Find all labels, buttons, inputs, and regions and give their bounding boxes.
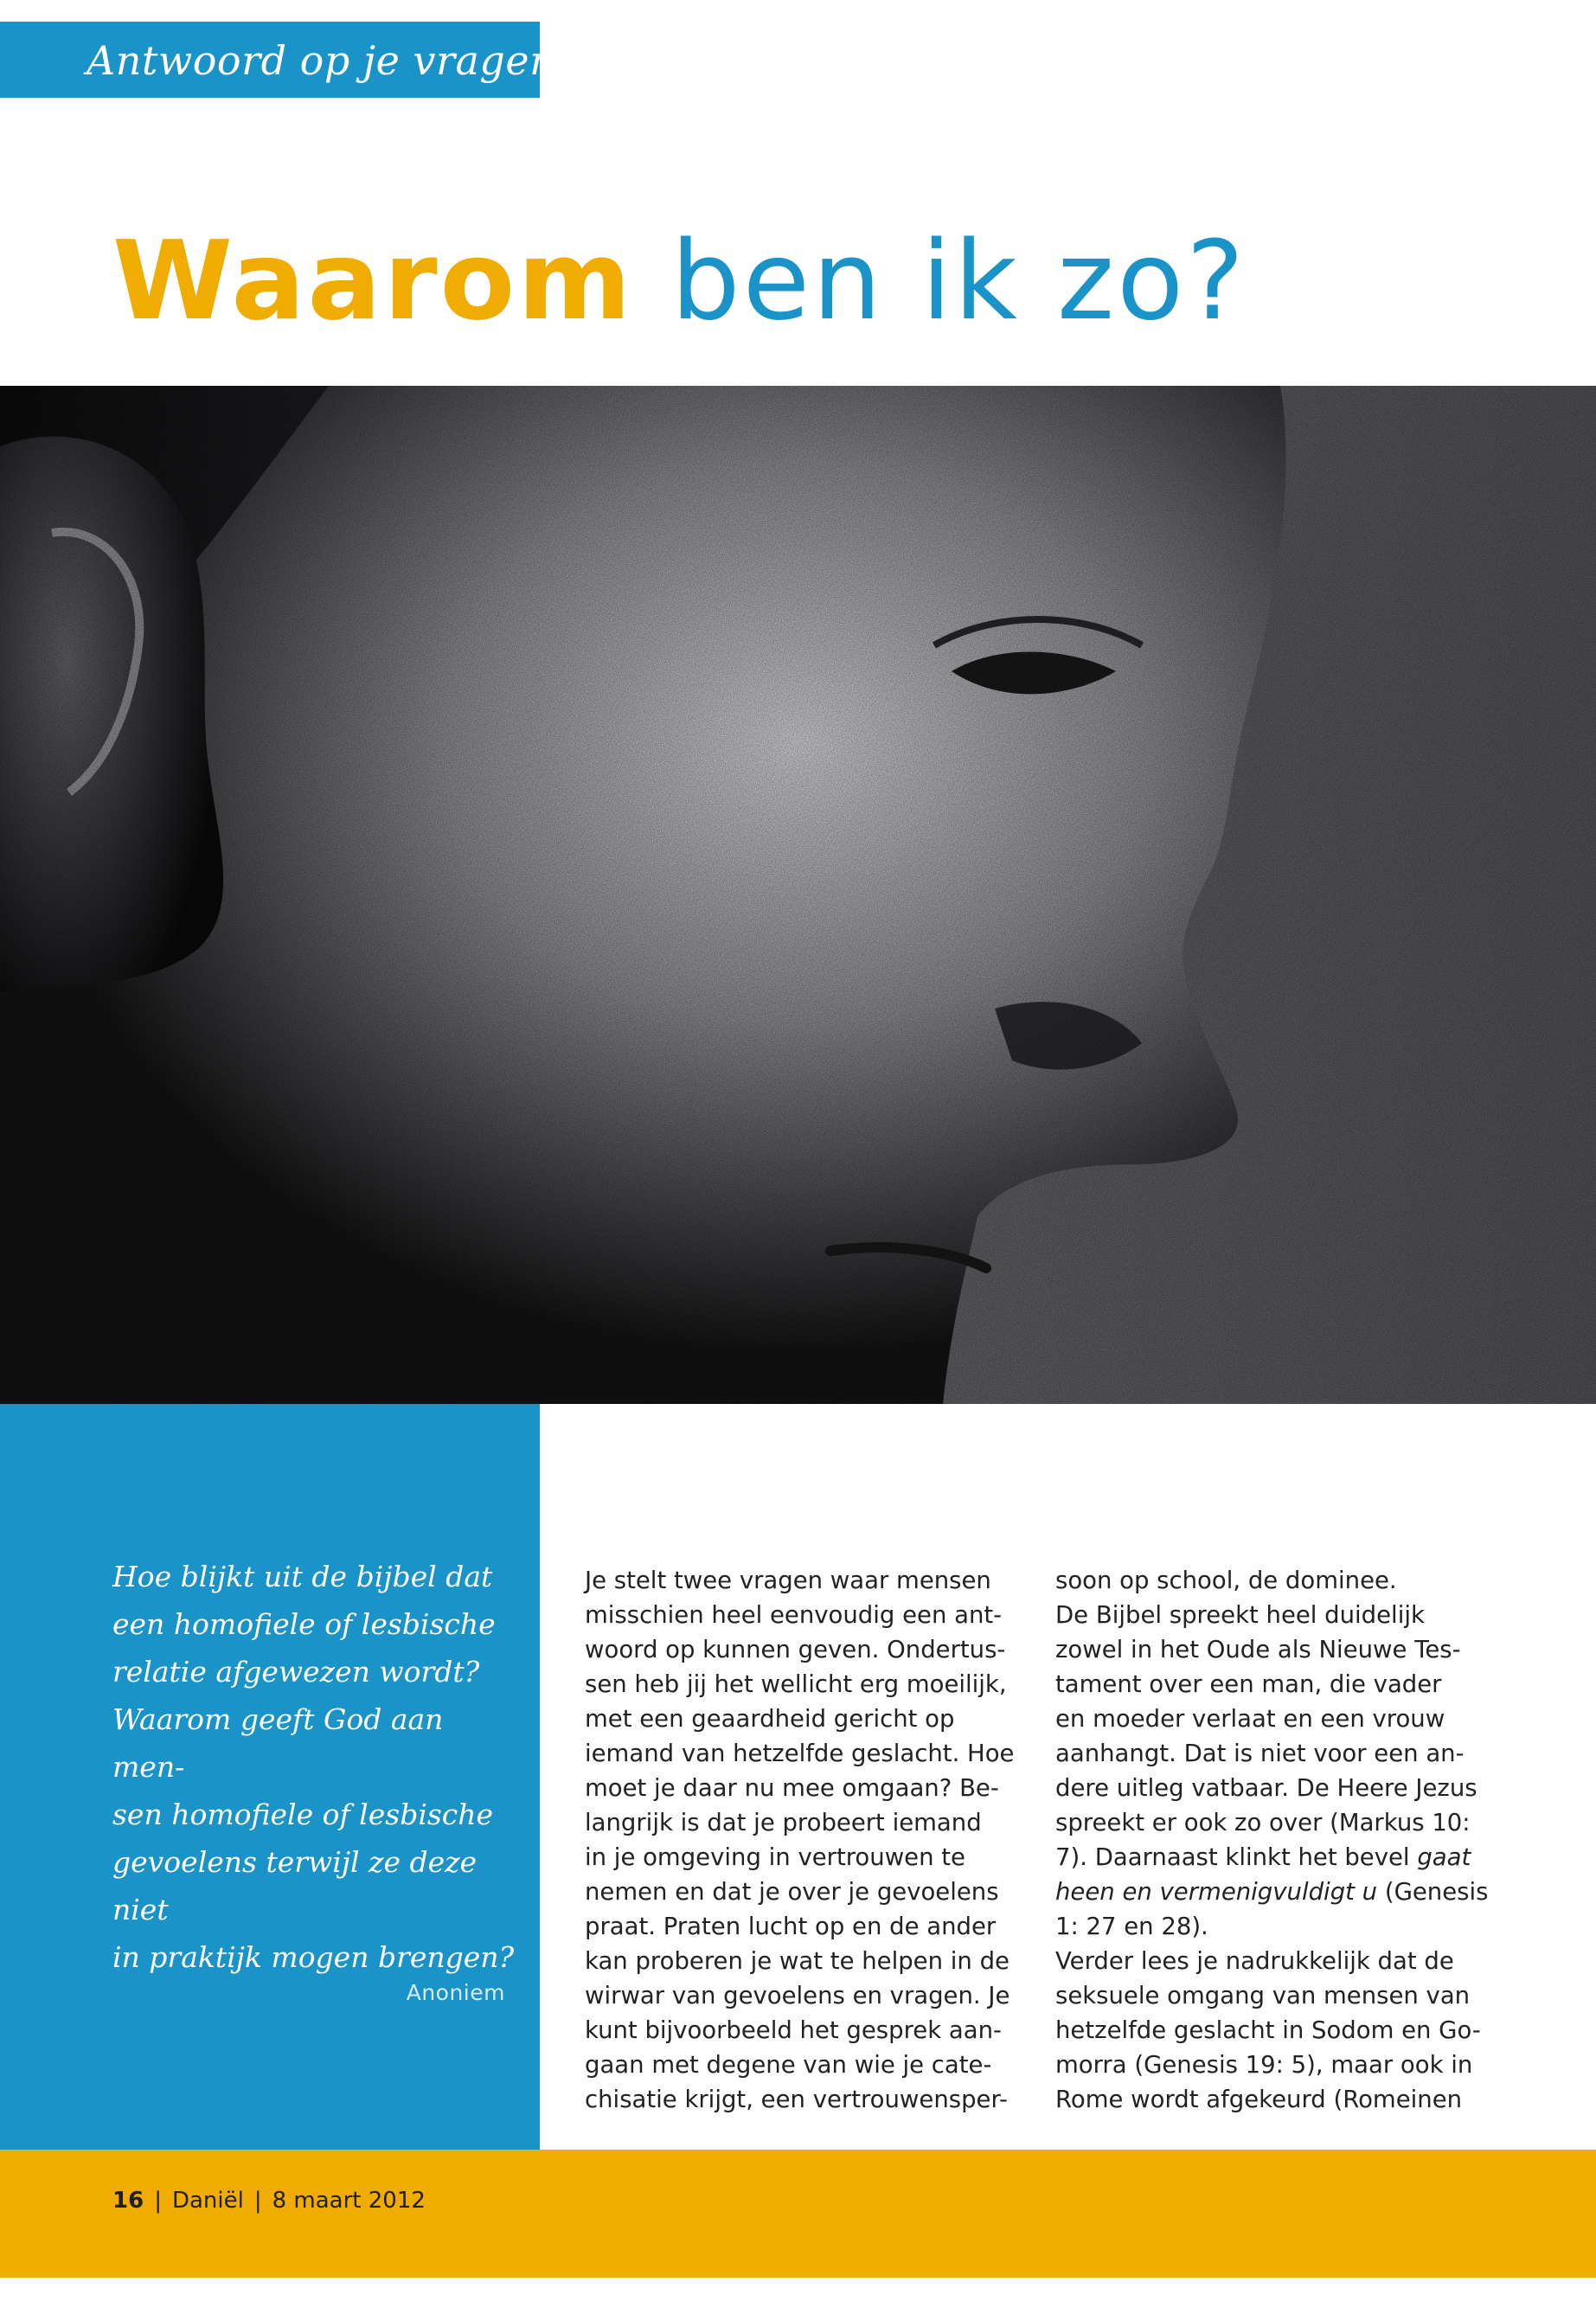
page-title — [112, 217, 1247, 344]
body-line: Verder lees je nadrukkelijk dat de — [1055, 1947, 1454, 1975]
body-line: gaan met degene van wie je cate- — [585, 2051, 992, 2079]
folio — [112, 2188, 426, 2214]
reader-question-panel — [0, 1404, 540, 2150]
body-line: praat. Praten lucht op en de ander — [585, 1913, 997, 1940]
question-line: in praktijk mogen brengen? — [112, 1940, 515, 1974]
issue-date: 8 maart 2012 — [272, 2188, 426, 2214]
body-line: morra (Genesis 19: 5), maar ook in — [1055, 2051, 1473, 2079]
question-line: Waarom geeft God aan men- — [112, 1702, 444, 1784]
portrait-illustration — [0, 386, 1596, 1404]
body-text: (Genesis — [1377, 1878, 1489, 1906]
body-line: hetzelfde geslacht in Sodom en Go- — [1055, 2016, 1481, 2044]
body-line: chisatie krijgt, een vertrouwensper- — [585, 2086, 1008, 2113]
body-line: zowel in het Oude als Nieuwe Tes- — [1055, 1636, 1461, 1663]
body-line: Je stelt twee vragen waar mensen — [585, 1567, 991, 1594]
reader-question — [112, 1553, 519, 1981]
body-line: in je omgeving in vertrouwen te — [585, 1843, 965, 1871]
bible-quote: gaat — [1417, 1843, 1471, 1871]
question-line: gevoelens terwijl ze deze niet — [112, 1845, 478, 1926]
page-number: 16 — [112, 2188, 144, 2214]
body-line: moet je daar nu mee omgaan? Be- — [585, 1774, 999, 1802]
body-text: 7). Daarnaast klinkt het bevel — [1055, 1843, 1418, 1871]
body-line: seksuele omgang van mensen van — [1055, 1982, 1471, 2009]
question-line: relatie afgewezen wordt? — [112, 1655, 480, 1689]
body-line: langrijk is dat je probeert iemand — [585, 1809, 982, 1836]
body-line: kan proberen je wat te helpen in de — [585, 1947, 1010, 1975]
body-line: nemen en dat je over je gevoelens — [585, 1878, 999, 1906]
body-line: Rome wordt afgekeurd (Romeinen — [1055, 2086, 1463, 2113]
body-line: misschien heel eenvoudig een ant- — [585, 1601, 1003, 1629]
hero-photo — [0, 386, 1596, 1404]
section-label-tab — [0, 22, 556, 98]
folio-separator: | — [154, 2188, 162, 2214]
bible-quote: heen en vermenigvuldigt u — [1055, 1878, 1378, 1906]
magazine-name: Daniël — [171, 2188, 244, 2214]
question-line: een homofiele of lesbische — [112, 1607, 496, 1641]
question-line: Hoe blijkt uit de bijbel dat — [112, 1560, 493, 1593]
body-line: aanhangt. Dat is niet voor een an- — [1055, 1740, 1465, 1767]
body-line: sen heb jij het wellicht erg moeilijk, — [585, 1670, 1007, 1698]
folio-separator: | — [253, 2188, 262, 2214]
body-line — [1055, 1875, 1488, 1909]
body-line: en moeder verlaat en een vrouw — [1055, 1705, 1445, 1733]
title-rest: ben ik zo? — [670, 217, 1247, 344]
body-line: met een geaardheid gericht op — [585, 1705, 955, 1733]
section-label: Antwoord op je vragen — [87, 37, 556, 84]
question-line: sen homofiele of lesbische — [112, 1798, 494, 1831]
body-line: tament over een man, die vader — [1055, 1670, 1442, 1698]
body-line — [1055, 1840, 1488, 1875]
body-line: woord op kunnen geven. Ondertus- — [585, 1636, 1006, 1663]
body-line: soon op school, de dominee. — [1055, 1567, 1397, 1594]
body-line: 1: 27 en 28). — [1055, 1913, 1208, 1940]
body-line: wirwar van gevoelens en vragen. Je — [585, 1982, 1010, 2009]
title-accent-word: Waarom — [112, 217, 634, 344]
body-line: De Bijbel spreekt heel duidelijk — [1055, 1601, 1425, 1629]
body-line: spreekt er ook zo over (Markus 10: — [1055, 1809, 1471, 1836]
page-footer — [0, 2150, 1596, 2278]
body-line: kunt bijvoorbeeld het gesprek aan- — [585, 2016, 1002, 2044]
question-author: Anoniem — [406, 1980, 505, 2005]
body-column-1 — [585, 1563, 1017, 2117]
body-line: dere uitleg vatbaar. De Heere Jezus — [1055, 1774, 1477, 1802]
body-column-2 — [1055, 1563, 1488, 2117]
body-line: iemand van hetzelfde geslacht. Hoe — [585, 1740, 1015, 1767]
